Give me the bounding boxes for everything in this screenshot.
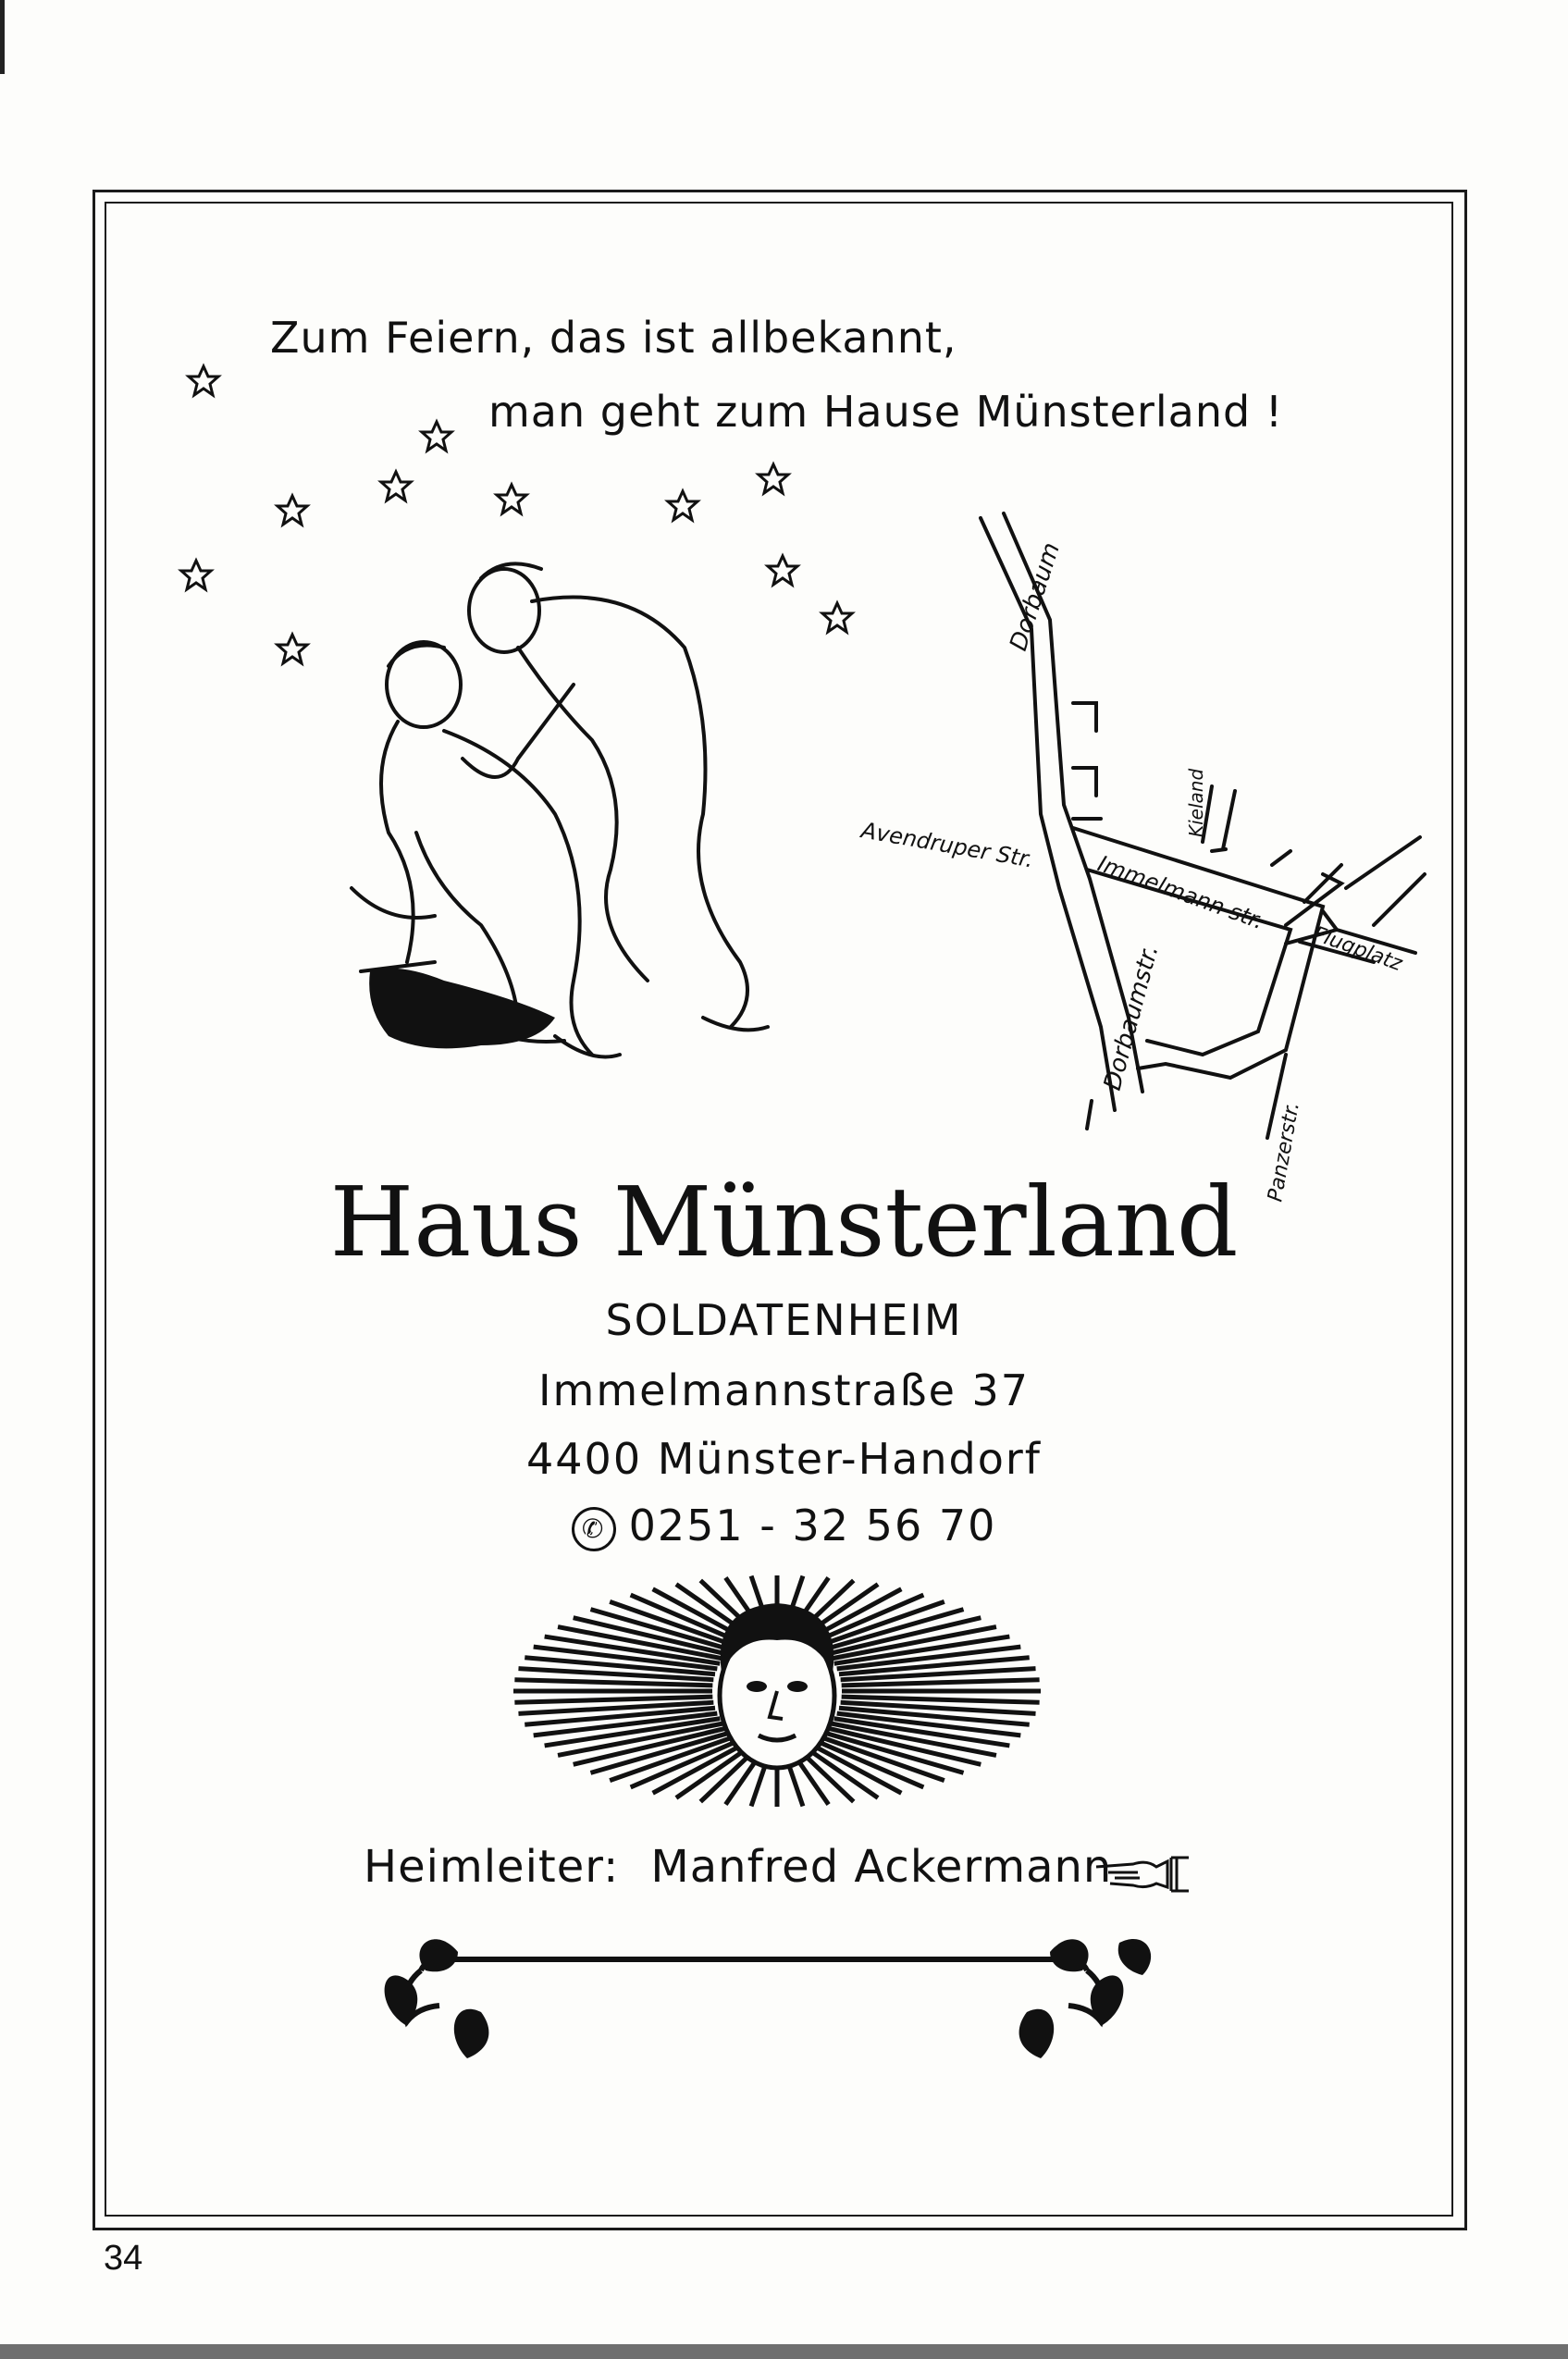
business-subtitle: SOLDATENHEIM [605, 1295, 963, 1345]
sun-ray [514, 1680, 712, 1686]
page-number: 34 [104, 2239, 143, 2278]
star-icon [822, 603, 852, 632]
business-phone: 0251 - 32 56 70 [628, 1501, 997, 1550]
floor-shadow [369, 969, 555, 1049]
map-label-flugplatz: Flugplatz [1309, 922, 1405, 976]
leaf-ornament-icon [385, 1939, 1152, 2058]
business-street: Immelmannstraße 37 [537, 1365, 1031, 1415]
star-icon [497, 485, 526, 513]
sun-face-icon [513, 1575, 1041, 1807]
sun-eye [787, 1681, 808, 1692]
star-icon [278, 496, 307, 525]
map-label-panzerstr: Panzerstr. [1264, 1100, 1304, 1204]
star-icon [768, 556, 797, 585]
sun-eye [747, 1681, 767, 1692]
business-name: Haus Münsterland [329, 1166, 1239, 1278]
manager-name: Manfred Ackermann [650, 1841, 1113, 1893]
star-icon [668, 491, 698, 520]
star-icon [381, 472, 411, 500]
business-city: 4400 Münster-Handorf [526, 1434, 1042, 1484]
map-label-dorbaumstr: Dorbaumstr. [1098, 942, 1165, 1093]
star-icon [189, 366, 218, 395]
star-icon [181, 561, 211, 589]
scan-edge [0, 2344, 1568, 2359]
map-label-immelmann: Immelmann str. [1093, 850, 1267, 935]
manager-line [364, 1841, 1112, 1893]
star-icon [422, 422, 451, 451]
sun-ray [842, 1680, 1040, 1686]
map-label-kieland: Kieland [1185, 768, 1207, 837]
stars-decoration [181, 366, 852, 663]
phone-icon: ✆ [572, 1507, 616, 1551]
star-icon [759, 464, 788, 493]
verse-line-2: man geht zum Hause Münsterland ! [488, 387, 1284, 437]
verse-line-1: Zum Feiern, das ist allbekannt, [270, 313, 957, 363]
star-icon [278, 635, 307, 663]
sun-ray [842, 1697, 1040, 1702]
manager-label: Heimleiter: [364, 1841, 620, 1893]
map-label-dorbaum: Dorbaum [1005, 538, 1067, 655]
business-phone-line [0, 1501, 1568, 1551]
map-label-avendruper: Avendruper Str. [858, 817, 1036, 873]
sun-ray [514, 1697, 712, 1702]
